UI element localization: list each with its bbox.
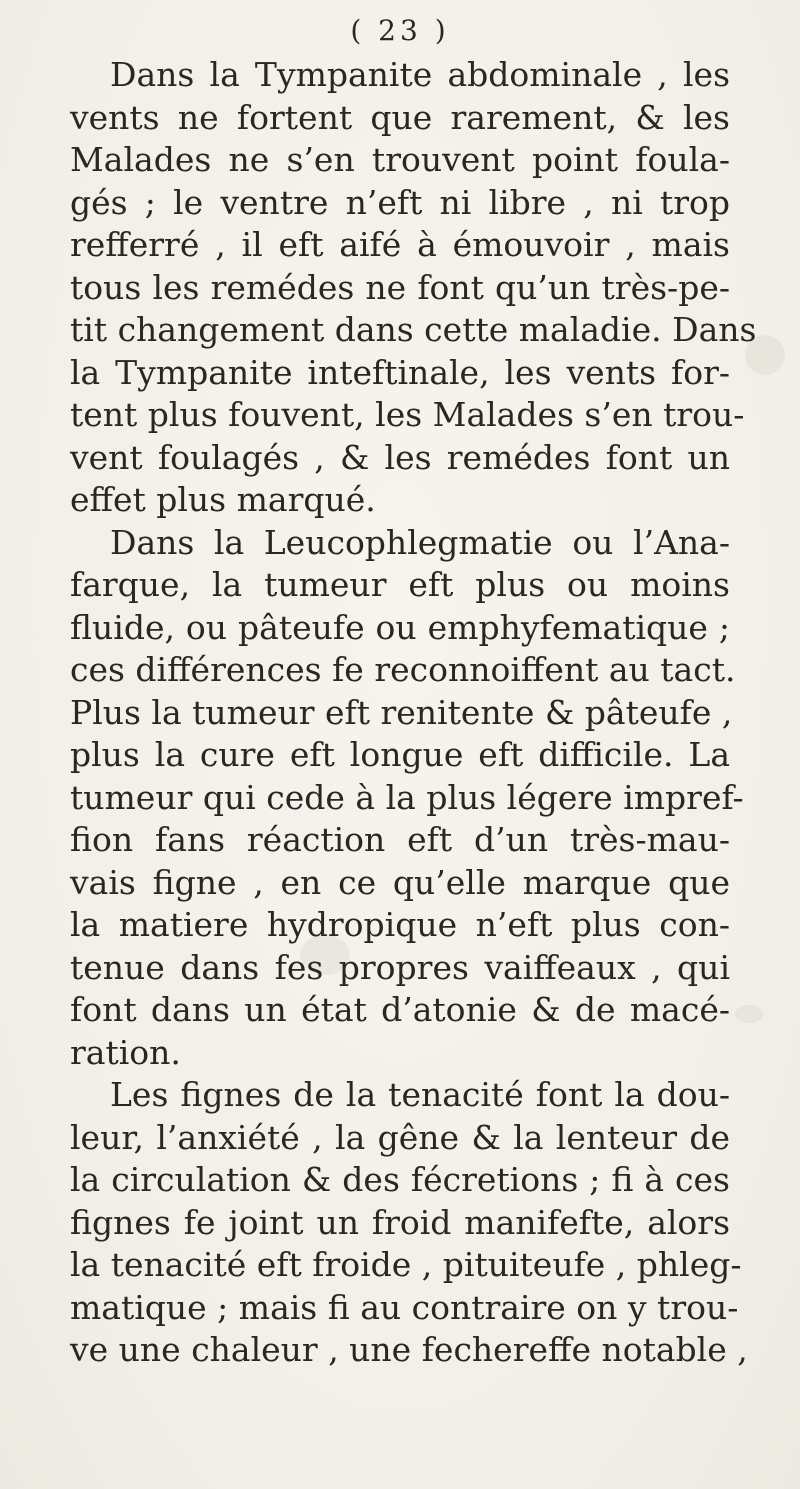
text-line: effet plus marqué. <box>70 480 376 519</box>
text-line: leur, l’anxiété , la gêne & la lenteur de <box>70 1117 730 1157</box>
text-line: la circulation & des fécretions ; fi à ces <box>70 1160 730 1199</box>
text-line: fluide, ou pâteufe ou emphyfematique ; <box>70 607 730 647</box>
text-line: tent plus fouvent, les Malades s’en trou- <box>70 395 745 434</box>
text-line: ration. <box>70 1032 181 1072</box>
text-line: refferré , il eft aifé à émouvoir , mais <box>70 225 730 264</box>
text-line: tit changement dans cette maladie. Dans <box>70 310 757 349</box>
text-line: tenue dans fes propres vaiffeaux , qui <box>70 947 730 987</box>
text-line: gés ; le ventre n’eft ni libre , ni trop <box>70 182 730 222</box>
text-line: font dans un état d’atonie & de macé- <box>70 990 730 1029</box>
text-line: la matiere hydropique n’eft plus con- <box>70 905 730 944</box>
text-line: vent foulagés , & les remédes font un <box>70 437 730 477</box>
text-line: fion fans réaction eft d’un très-mau- <box>70 820 730 859</box>
text-line: ces différences fe reconnoiffent au tact. <box>70 650 736 689</box>
text-line: fignes fe joint un froid manifefte, alors <box>70 1202 730 1242</box>
text-line: Dans la Tympanite abdominale , les <box>110 55 730 94</box>
text-line: la tenacité eft froide , pituiteufe , phleg- <box>70 1245 742 1284</box>
text-line: vents ne fortent que rarement, & les <box>70 97 730 137</box>
text-line: tumeur qui cede à la plus légere impref- <box>70 777 744 817</box>
text-line: Les fignes de la tenacité font la dou- <box>110 1075 730 1114</box>
text-line: Dans la Leucophlegmatie ou l’Ana- <box>110 522 730 562</box>
text-line: la Tympanite inteftinale, les vents for- <box>70 352 730 392</box>
text-line: vais figne , en ce qu’elle marque que <box>70 862 730 902</box>
paper-stain <box>735 1005 763 1023</box>
text-line: matique ; mais fi au contraire on y trou- <box>70 1287 739 1327</box>
page-text <box>70 54 757 1372</box>
text-line: Plus la tumeur eft renitente & pâteufe , <box>70 692 733 732</box>
text-line: plus la cure eft longue eft difficile. La <box>70 735 730 774</box>
text-line: ve une chaleur , une fechereffe notable , <box>70 1330 748 1369</box>
text-line: tous les remédes ne font qu’un très-pe- <box>70 267 730 307</box>
page-number: ( 23 ) <box>350 14 450 47</box>
text-line: farque, la tumeur eft plus ou moins <box>70 565 730 604</box>
text-line: Malades ne s’en trouvent point foula- <box>70 140 730 179</box>
